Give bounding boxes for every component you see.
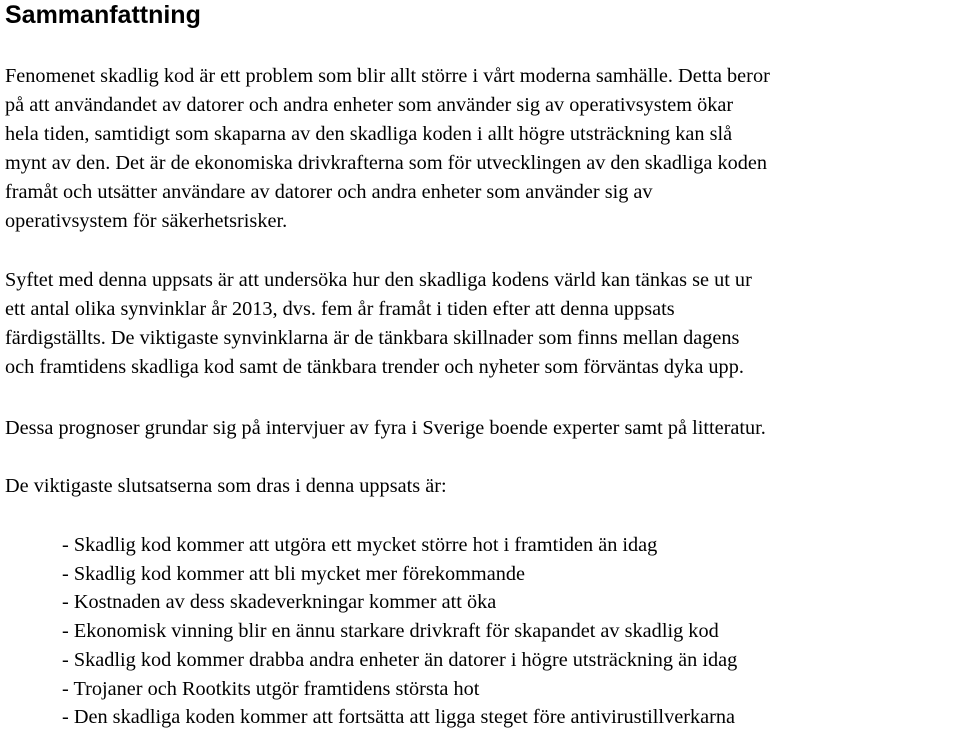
list-item: - Trojaner och Rootkits utgör framtidens största hot	[62, 677, 480, 700]
text-line: Syftet med denna uppsats är att undersöka hur den skadliga kodens värld kan tänkas se ut ur	[5, 269, 752, 291]
text-line: på att användandet av datorer och andra enheter som använder sig av operativsystem ökar	[5, 94, 734, 116]
paragraph-intro	[5, 62, 770, 236]
text-line: färdigställts. De viktigaste synvinklarna är de tänkbara skillnader som finns mellan dagens	[5, 327, 740, 349]
text-line: De viktigaste slutsatserna som dras i denna uppsats är:	[5, 475, 447, 497]
list-item: - Skadlig kod kommer att bli mycket mer förekommande	[62, 562, 525, 585]
section-title: Sammanfattning	[5, 1, 201, 29]
text-line: mynt av den. Det är de ekonomiska drivkrafterna som för utvecklingen av den skadliga koden	[5, 152, 768, 174]
conclusions-list	[62, 531, 737, 732]
text-line: operativsystem för säkerhetsrisker.	[5, 210, 288, 232]
text-line: hela tiden, samtidigt som skaparna av den skadliga koden i allt högre utsträckning kan slå	[5, 123, 733, 145]
paragraph-purpose	[5, 266, 752, 382]
paragraph-method	[5, 414, 766, 443]
list-item: - Den skadliga koden kommer att fortsätta att ligga steget före antivirustillverkarna	[62, 706, 736, 729]
text-line: framåt och utsätter användare av datorer och andra enheter som använder sig av	[5, 181, 653, 203]
text-line: och framtidens skadliga kod samt de tänkbara trender och nyheter som förväntas dyka upp.	[5, 356, 744, 378]
list-item: - Ekonomisk vinning blir en ännu starkare drivkraft för skapandet av skadlig kod	[62, 620, 719, 643]
document-page	[5, 0, 957, 729]
text-line: ett antal olika synvinklar år 2013, dvs. fem år framåt i tiden efter att denna uppsats	[5, 298, 675, 320]
paragraph-conclusions-intro	[5, 472, 447, 501]
list-item: - Skadlig kod kommer drabba andra enheter än datorer i högre utsträckning än idag	[62, 648, 738, 671]
list-item: - Kostnaden av dess skadeverkningar kommer att öka	[62, 591, 497, 614]
list-item: - Skadlig kod kommer att utgöra ett mycket större hot i framtiden än idag	[62, 534, 658, 556]
text-line: Dessa prognoser grundar sig på intervjuer av fyra i Sverige boende experter samt på litteratur.	[5, 417, 766, 439]
text-line: Fenomenet skadlig kod är ett problem som blir allt större i vårt moderna samhälle. Detta beror	[5, 65, 770, 87]
